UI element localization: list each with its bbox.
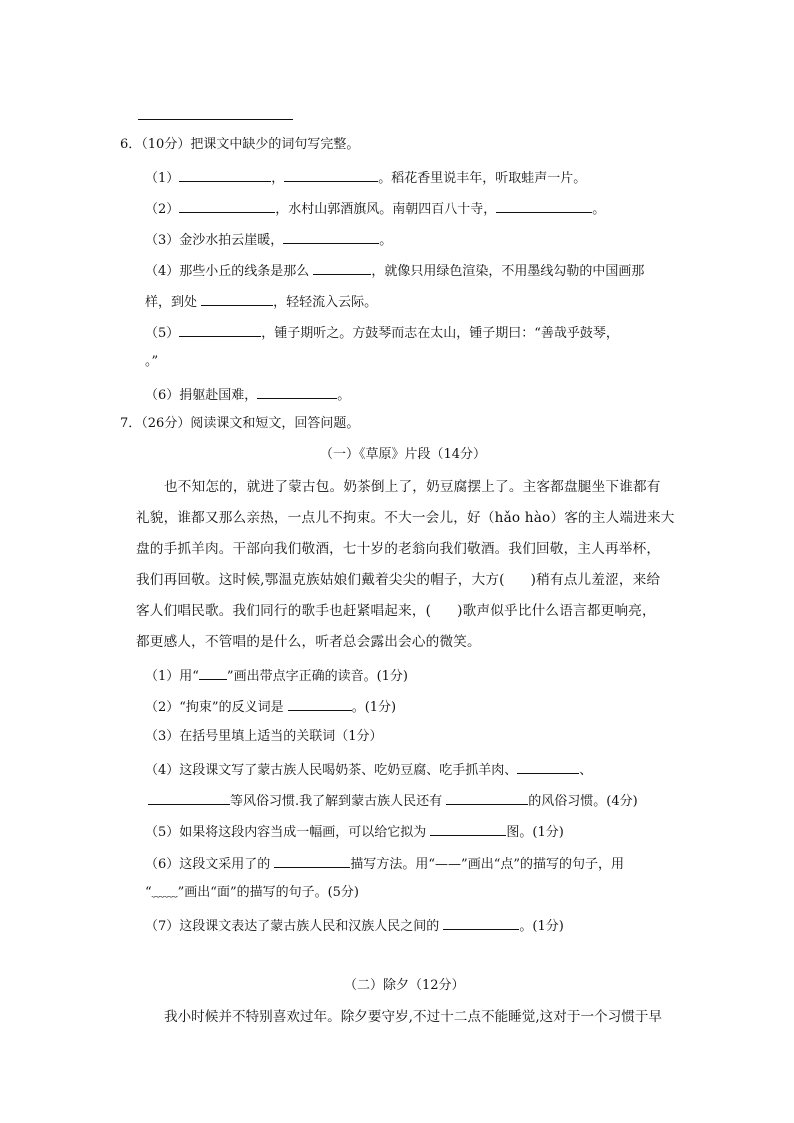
part1-title: （一）《草原》片段（14分） bbox=[320, 447, 487, 462]
passage-grassland bbox=[136, 472, 676, 658]
q7-sub-1: （1）用“ ”画出带点字正确的读音。(1分) bbox=[145, 666, 408, 685]
q7-sub-7: （7）这段课文表达了蒙古族人民和汉族人民之间的 。(1分) bbox=[145, 916, 564, 935]
blank bbox=[179, 199, 275, 213]
blank bbox=[274, 854, 350, 868]
blank bbox=[313, 261, 371, 275]
blank bbox=[443, 916, 519, 930]
q6-item-4-cont: 样，到处 ，轻轻流入云际。 bbox=[145, 292, 377, 311]
passage-line: 我们再回敬。这时候,鄂温克族姑娘们戴着尖尖的帽子，大方( )稍有点儿羞涩，来给 bbox=[136, 572, 661, 588]
q6-item-6: （6）捐躯赴国难， 。 bbox=[145, 385, 350, 404]
answer-blank-line bbox=[138, 119, 293, 120]
question-6-heading: 6．（10分）把课文中缺少的词句写完整。 bbox=[120, 137, 360, 152]
blank bbox=[517, 760, 579, 774]
part2-first-line: 我小时候并不特别喜欢过年。除夕要守岁,不过十二点不能睡觉,这对于一个习惯于早 bbox=[164, 1009, 663, 1025]
q7-sub-2: （2）“拘束”的反义词是 。(1分) bbox=[145, 697, 396, 716]
q7-sub-4-cont: 等风俗习惯.我了解到蒙古族人民还有 的风俗习惯。(4分) bbox=[148, 791, 638, 810]
q7-sub-4: （4）这段课文写了蒙古族人民喝奶茶、吃奶豆腐、吃手抓羊肉、 、 bbox=[145, 760, 592, 779]
passage-line: 客人们唱民歌。我们同行的歌手也赶紧唱起来，( )歌声似乎比什么语言都更响亮， bbox=[136, 603, 656, 619]
blank bbox=[288, 697, 352, 711]
q7-sub-6-cont: “﹏﹏”画出“面”的描写的句子。(5分) bbox=[145, 885, 359, 900]
blank bbox=[284, 168, 378, 182]
blank bbox=[283, 230, 379, 244]
blank bbox=[446, 791, 528, 805]
blank bbox=[201, 292, 273, 306]
part2-title: （二）除夕（12分） bbox=[344, 978, 465, 993]
passage-line: 也不知怎的，就进了蒙古包。奶茶倒上了，奶豆腐摆上了。主客都盘腿坐下谁都有 bbox=[164, 479, 661, 495]
question-7-heading: 7．（26分）阅读课文和短文，回答问题。 bbox=[120, 416, 360, 431]
q6-item-5: （5） ，锺子期听之。方鼓琴而志在太山，锺子期曰：“善哉乎鼓琴， bbox=[145, 323, 619, 342]
q6-item-3: （3）金沙水拍云崖暖， 。 bbox=[145, 230, 392, 249]
blank bbox=[179, 168, 271, 182]
blank bbox=[257, 385, 337, 399]
passage-line: 都更感人，不管唱的是什么，听者总会露出会心的微笑。 bbox=[136, 634, 481, 650]
blank bbox=[496, 199, 592, 213]
blank bbox=[430, 822, 506, 836]
q6-item-2: （2） ，水村山郭酒旗风。南朝四百八十寺， 。 bbox=[145, 199, 605, 218]
blank bbox=[148, 791, 230, 805]
q7-sub-5: （5）如果将这段内容当成一幅画，可以给它拟为 图。(1分) bbox=[145, 822, 564, 841]
q6-item-1: （1） ， 。稻花香里说丰年，听取蛙声一片。 bbox=[145, 168, 586, 187]
q7-sub-6: （6）这段文采用了的 描写方法。用“——”画出“点”的描写的句子，用 bbox=[145, 854, 624, 873]
q6-item-5-cont: 。” bbox=[145, 354, 159, 369]
q7-sub-3: （3）在括号里填上适当的关联词（1分） bbox=[145, 729, 383, 744]
q6-item-4: （4）那些小丘的线条是那么 ，就像只用绿色渲染，不用墨线勾勒的中国画那 bbox=[145, 261, 644, 280]
blank bbox=[199, 666, 227, 680]
passage-line: 盘的手抓羊肉。干部向我们敬酒，七十岁的老翁向我们敬酒。我们回敬，主人再举杯， bbox=[136, 541, 661, 557]
passage-line: 礼貌，谁都又那么亲热，一点儿不拘束。不大一会儿，好（hǎo hào）客的主人端进来大 bbox=[136, 510, 675, 526]
blank bbox=[179, 323, 261, 337]
